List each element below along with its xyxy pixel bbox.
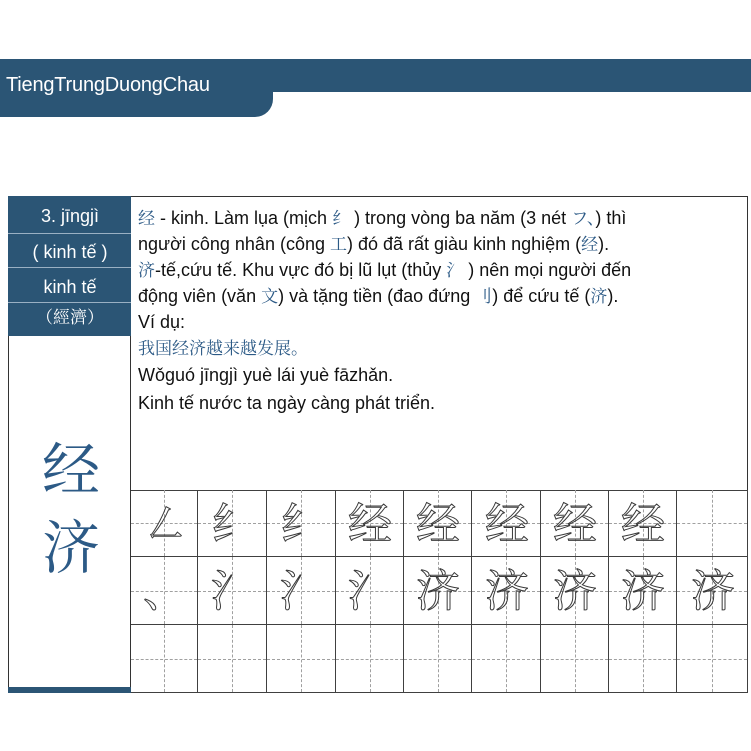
inline-radical: 氵 xyxy=(446,261,464,281)
practice-cell xyxy=(404,490,472,557)
explanation-line-4 xyxy=(138,283,745,309)
stroke-trace-glyph: 经 xyxy=(348,498,392,550)
inline-character: 经 xyxy=(138,209,155,229)
practice-cell xyxy=(336,625,404,693)
stroke-trace-glyph: 氵 xyxy=(210,566,255,617)
explanation-text: ). xyxy=(607,286,619,306)
stroke-trace-glyph: ㇜ xyxy=(142,498,187,550)
stroke-trace-glyph: 济 xyxy=(553,566,597,617)
stroke-trace-glyph: 、 xyxy=(142,566,187,617)
practice-cell xyxy=(267,490,336,557)
practice-cell xyxy=(541,557,609,625)
example-chinese: 我国经济越来越发展。 xyxy=(138,339,308,359)
divider xyxy=(8,267,131,268)
example-pinyin: Wǒguó jīngjì yuè lái yuè fāzhǎn. xyxy=(138,365,394,385)
entry-meaning: kinh tế xyxy=(43,277,97,297)
explanation-text: ) và tặng tiền (đao đứng xyxy=(278,286,476,306)
stroke-trace-glyph: 济 xyxy=(484,566,529,617)
practice-cell xyxy=(267,625,336,693)
stroke-trace-glyph: 氵 xyxy=(348,566,392,617)
practice-cell xyxy=(404,557,472,625)
explanation-text: - kinh. Làm lụa (mịch xyxy=(155,208,333,228)
inline-radical: 纟 xyxy=(332,209,350,229)
explanation-text: người công nhân (công xyxy=(138,234,330,254)
left-bottom-accent xyxy=(8,687,131,693)
explanation-line-1 xyxy=(138,205,745,231)
practice-cell xyxy=(404,625,472,693)
explanation-text: ) nên mọi người đến xyxy=(463,260,632,280)
practice-cell xyxy=(198,557,267,625)
practice-cell xyxy=(131,625,198,693)
explanation-text: ). xyxy=(598,234,610,254)
practice-cell xyxy=(131,557,198,625)
big-character-ji: 济 xyxy=(41,514,100,582)
practice-cell xyxy=(677,557,748,625)
inline-strokes: フ、 xyxy=(571,209,596,229)
practice-cell xyxy=(609,557,677,625)
practice-cell xyxy=(472,557,541,625)
example-label: Ví dụ: xyxy=(138,312,186,332)
stroke-trace-glyph: 济 xyxy=(690,566,735,617)
stroke-trace-glyph: 经 xyxy=(621,498,665,550)
stroke-trace-glyph: 纟 xyxy=(279,498,324,550)
stroke-trace-glyph: 经 xyxy=(484,498,529,550)
divider xyxy=(8,233,131,234)
practice-cell xyxy=(541,490,609,557)
practice-cell xyxy=(336,490,404,557)
entry-meaning-paren: ( kinh tế ) xyxy=(32,242,108,262)
inline-character: 经 xyxy=(581,235,599,255)
entry-traditional: （經濟） xyxy=(36,308,104,328)
practice-grid xyxy=(131,490,748,693)
practice-cell xyxy=(609,490,677,557)
divider xyxy=(8,302,131,303)
practice-cell xyxy=(198,625,267,693)
explanation-block xyxy=(138,205,745,335)
inline-radical: 刂 xyxy=(475,287,493,307)
explanation-text: ) để cứu tế ( xyxy=(492,286,591,306)
practice-cell xyxy=(131,490,198,557)
example-vietnamese: Kinh tế nước ta ngày càng phát triển. xyxy=(138,393,436,413)
practice-cell xyxy=(336,557,404,625)
stroke-trace-glyph: 济 xyxy=(621,566,665,617)
practice-cell xyxy=(609,625,677,693)
inline-character: 文 xyxy=(261,287,279,307)
inline-character: 济 xyxy=(590,287,608,307)
explanation-text: ) trong vòng ba năm (3 nét xyxy=(349,208,572,228)
stroke-trace-glyph: 氵 xyxy=(279,566,324,617)
explanation-text: ) đó đã rất giàu kinh nghiệm ( xyxy=(346,234,582,254)
stroke-trace-glyph: 纟 xyxy=(210,498,255,550)
practice-cell xyxy=(198,490,267,557)
explanation-line-2 xyxy=(138,231,745,257)
brand-name: TiengTrungDuongChau xyxy=(6,74,210,96)
explanation-text: ) thì xyxy=(595,208,627,228)
practice-cell xyxy=(472,490,541,557)
explanation-line-3 xyxy=(138,257,745,283)
inline-character: 工 xyxy=(329,235,347,255)
explanation-text: động viên (văn xyxy=(138,286,262,306)
stroke-trace-glyph: 经 xyxy=(416,498,460,550)
entry-number-pinyin: 3. jīngjì xyxy=(40,206,100,226)
explanation-text: -tế,cứu tế. Khu vực đó bị lũ lụt (thủy xyxy=(155,260,447,280)
practice-cell xyxy=(541,625,609,693)
big-character-jing: 经 xyxy=(41,436,100,504)
practice-cell xyxy=(677,490,748,557)
practice-cell xyxy=(677,625,748,693)
practice-cell xyxy=(472,625,541,693)
practice-cell xyxy=(267,557,336,625)
stroke-trace-glyph: 济 xyxy=(416,566,460,617)
inline-character: 济 xyxy=(138,261,155,281)
stroke-trace-glyph: 经 xyxy=(553,498,597,550)
